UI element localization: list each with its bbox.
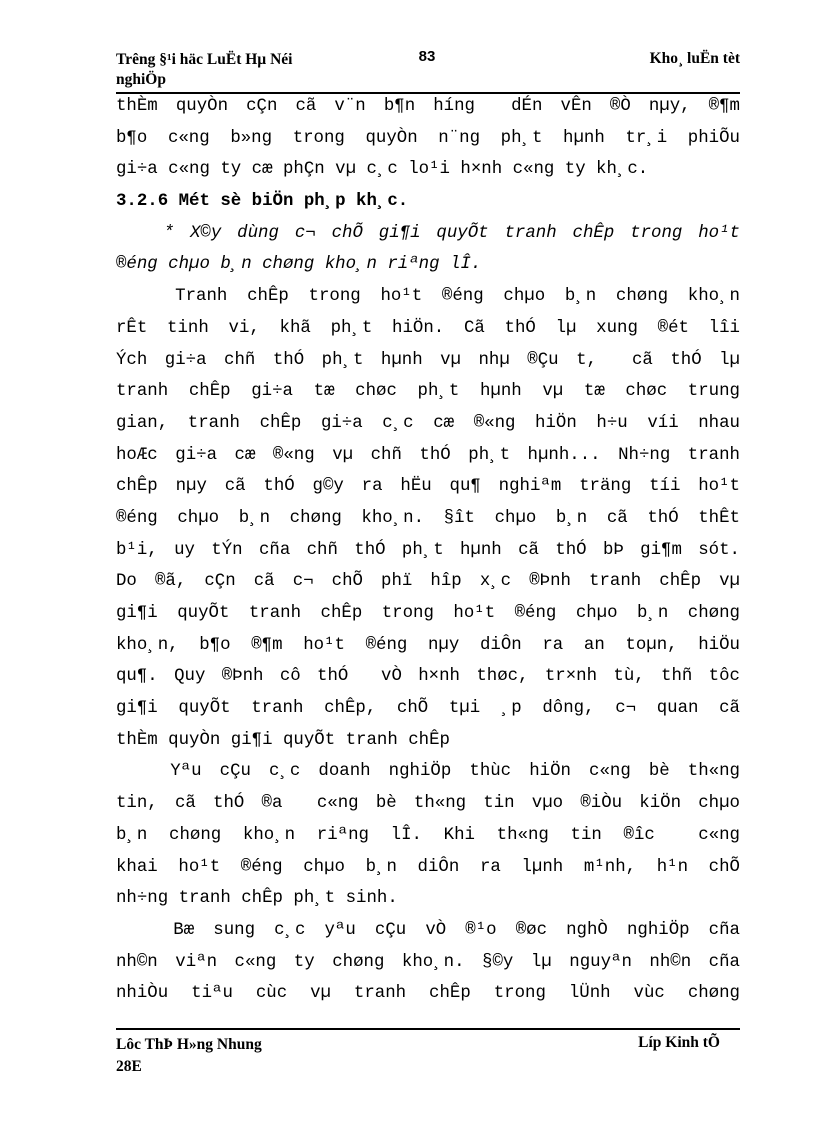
subheading-line: * X©y dùng c¬ chÕ gi¶i quyÕt tranh chÊp trong ho¹t (116, 223, 740, 243)
body-line: b¶o c«ng b»ng trong quyÒn n¨ng ph¸t hµnh tr¸i phiÕu (116, 128, 740, 148)
body-line: gi¶i quyÕt tranh chÊp, chÕ tµi ¸p dông, c¬ quan cã (116, 699, 740, 719)
body-line: gian, tranh chÊp gi÷a c¸c cæ ®«ng hiÖn h÷u víi nhau (116, 413, 740, 433)
body-line: thÈm quyÒn gi¶i quyÕt tranh chÊp (116, 730, 450, 750)
subheading-line: ®éng chµo b¸n chøng kho¸n riªng lÎ. (116, 255, 482, 275)
body-line: Ých gi÷a chñ thÓ ph¸t hµnh vµ nhµ ®Çu t, cã thÓ lµ (116, 350, 740, 370)
header-right: Kho¸ luËn tèt (649, 50, 740, 67)
body-line: Do ®ã, cÇn cã c¬ chÕ phï hîp x¸c ®Þnh tranh chÊp vµ (116, 572, 740, 592)
body-line: Yªu cÇu c¸c doanh nghiÖp thùc hiÖn c«ng bè th«ng (116, 762, 740, 782)
body-line: kho¸n, b¶o ®¶m ho¹t ®éng nµy diÔn ra an toµn, hiÖu (116, 635, 740, 655)
body-line: nh÷ng tranh chÊp ph¸t sinh. (116, 889, 398, 909)
body-line: nh©n viªn c«ng ty chøng kho¸n. §©y lµ nguyªn nh©n cña (116, 952, 740, 972)
footer-class: Líp Kinh tÕ (638, 1034, 720, 1051)
body-line: tranh chÊp gi÷a tæ chøc ph¸t hµnh vµ tæ chøc trung (116, 382, 740, 402)
footer-rule (116, 1028, 740, 1030)
body-line: thÈm quyÒn cÇn cã v¨n b¶n híng dÉn vÊn ®Ò nµy, ®¶m (116, 97, 740, 116)
section-heading: 3.2.6 Mét sè biÖn ph¸p kh¸c. (116, 192, 409, 212)
body-text (116, 91, 740, 1010)
header-left-continuation: nghiÖp (116, 71, 166, 88)
footer-left (116, 1034, 376, 1078)
body-line: Bæ sung c¸c yªu cÇu vÒ ®¹o ®øc nghÒ nghiÖp cña (116, 920, 740, 940)
body-line: khai ho¹t ®éng chµo b¸n diÔn ra lµnh m¹nh, h¹n chÕ (116, 857, 740, 877)
header-left (116, 50, 356, 90)
footer-left-continuation: 28E (116, 1058, 142, 1075)
body-line: Tranh chÊp trong ho¹t ®éng chµo b¸n chøng kho¸n (116, 287, 740, 307)
body-line: b¹i, uy tÝn cña chñ thÓ ph¸t hµnh cã thÓ bÞ gi¶m sót. (116, 540, 740, 560)
body-line: b¸n chøng kho¸n riªng lÎ. Khi th«ng tin ®îc c«ng (116, 825, 740, 845)
body-line: nhiÒu tiªu cùc vµ tranh chÊp trong lÜnh vùc chøng (116, 984, 740, 1004)
body-line: qu¶. Quy ®Þnh cô thÓ vÒ h×nh thøc, tr×nh tù, thñ tôc (116, 667, 740, 687)
body-line: chÊp nµy cã thÓ g©y ra hËu qu¶ nghiªm träng tíi ho¹t (116, 477, 740, 497)
footer-author-name: Lôc ThÞ H»ng Nhung (116, 1036, 262, 1053)
page-number: 83 (418, 48, 436, 65)
body-line: ®éng chµo b¸n chøng kho¸n. §ît chµo b¸n cã thÓ thÊt (116, 508, 740, 528)
body-line: gi¶i quyÕt tranh chÊp trong ho¹t ®éng chµo b¸n chøng (116, 604, 740, 623)
body-line: gi÷a c«ng ty cæ phÇn vµ c¸c lo¹i h×nh c«ng ty kh¸c. (116, 160, 649, 180)
body-line: rÊt tinh vi, khã ph¸t hiÖn. Cã thÓ lµ xung ®ét lîi (116, 318, 740, 338)
body-line: tin, cã thÓ ®a c«ng bè th«ng tin vµo ®iÒu kiÖn chµo (116, 794, 740, 814)
body-line: hoÆc gi÷a cæ ®«ng vµ chñ thÓ ph¸t hµnh... Nh÷ng tranh (116, 445, 740, 465)
header-school-name: Trêng §¹i häc LuËt Hµ Néi (116, 51, 293, 68)
